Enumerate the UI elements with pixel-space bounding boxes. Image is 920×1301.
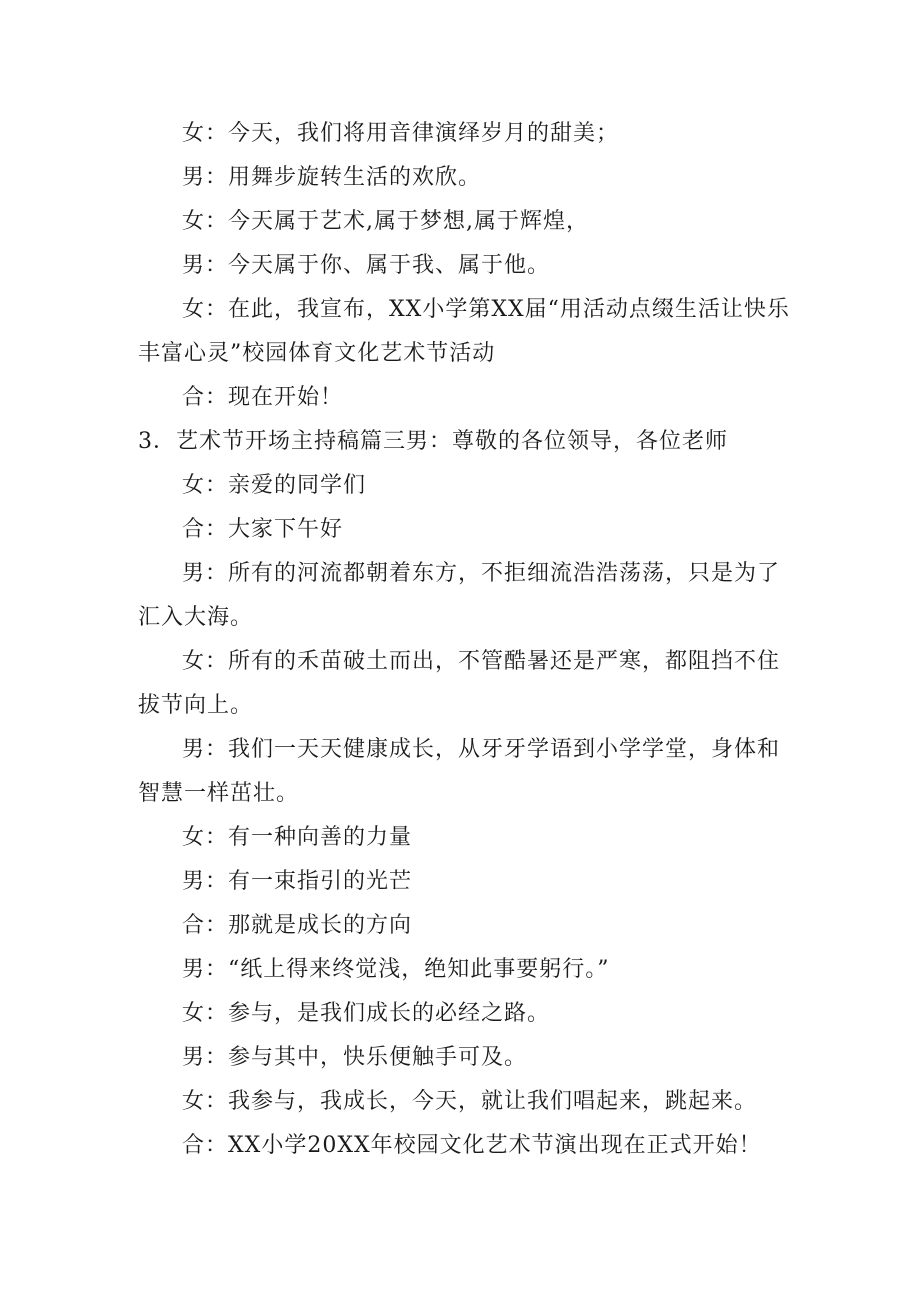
paragraph-18: 男：参与其中，快乐便触手可及。 [182,1045,528,1070]
paragraph-3: 女：今天属于艺术,属于梦想,属于辉煌， [182,209,589,234]
paragraph-14: 男：有一束指引的光芒 [182,869,413,894]
paragraph-6: 合：现在开始！ [182,385,344,410]
paragraph-20: 合：XX小学20XX年校园文化艺术节演出现在正式开始！ [182,1133,762,1158]
paragraph-16: 男：“纸上得来终觉浅，绝知此事要躬行。” [182,957,610,982]
paragraph-12: 男：我们一天天健康成长，从牙牙学语到小学学堂，身体和智慧一样茁壮。 [138,737,781,806]
paragraph-19: 女：我参与，我成长，今天，就让我们唱起来，跳起来。 [182,1089,758,1114]
paragraph-8: 女：亲爱的同学们 [182,473,367,498]
paragraph-9: 合：大家下午好 [182,517,344,542]
paragraph-17: 女：参与，是我们成长的必经之路。 [182,1001,551,1026]
paragraph-1: 女：今天，我们将用音律演绎岁月的甜美； [182,121,620,146]
paragraph-13: 女：有一种向善的力量 [182,825,413,850]
paragraph-11: 女：所有的禾苗破土而出，不管酷暑还是严寒，都阻挡不住拔节向上。 [138,649,781,718]
section-heading: 3．艺术节开场主持稿篇三男：尊敬的各位领导，各位老师 [138,429,728,454]
paragraph-2: 男：用舞步旋转生活的欢欣。 [182,165,482,190]
paragraph-4: 男：今天属于你、属于我、属于他。 [182,253,551,278]
paragraph-15: 合：那就是成长的方向 [182,913,413,938]
paragraph-10: 男：所有的河流都朝着东方，不拒细流浩浩荡荡，只是为了汇入大海。 [138,561,781,630]
paragraph-5: 女：在此，我宣布，XX小学第XX届“用活动点缀生活让快乐丰富心灵”校园体育文化艺术节活动 [138,297,790,366]
